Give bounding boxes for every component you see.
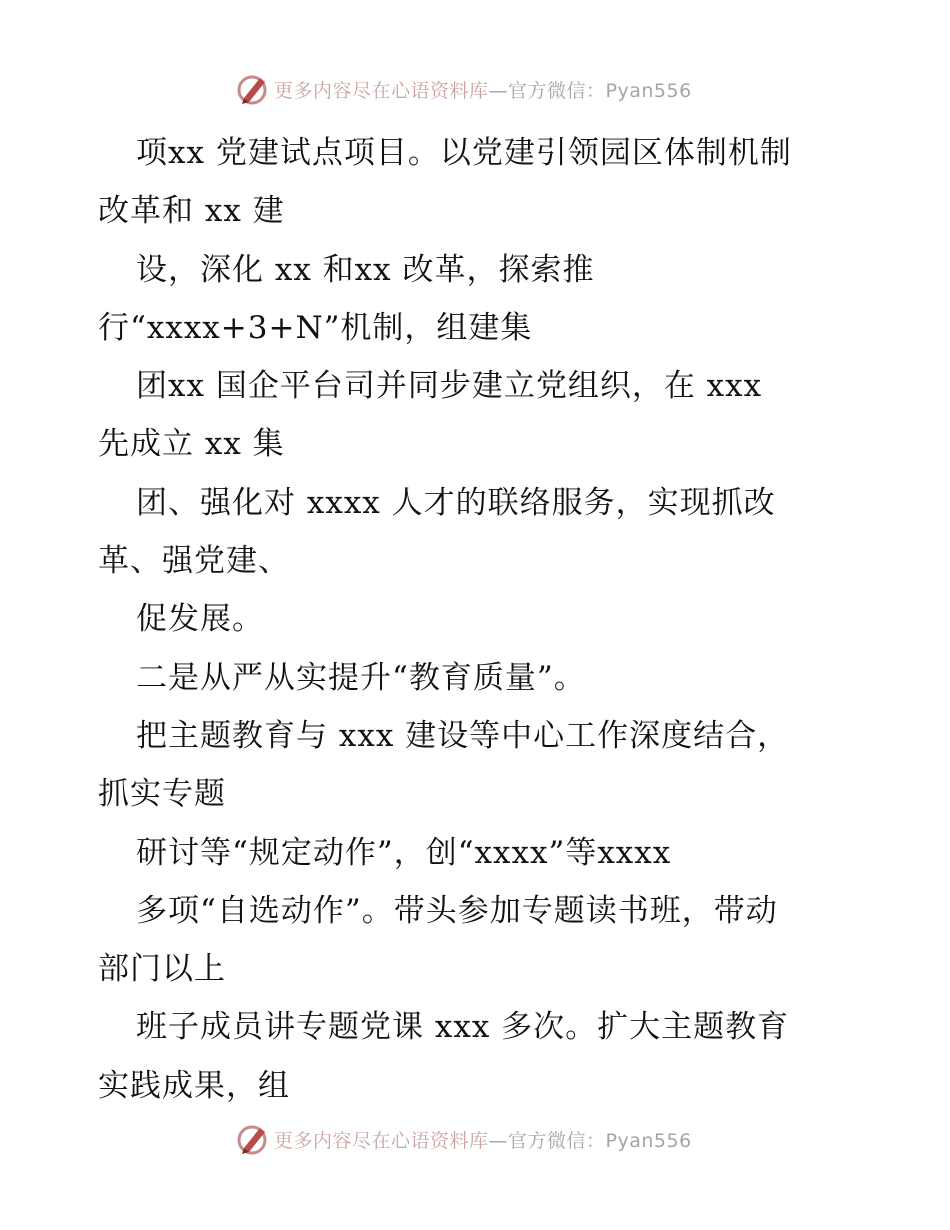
- pen-logo-icon: [236, 72, 270, 106]
- header-separator: —: [488, 79, 509, 102]
- body-line: 项xx 党建试点项目。以党建引领园区体制机制: [136, 135, 792, 171]
- body-line: 先成立 xx 集: [98, 426, 285, 463]
- section-heading: 二是从严从实提升“教育质量”。: [136, 659, 586, 696]
- footer-watermark-text: [274, 1126, 692, 1153]
- body-line: 团xx 国企平台司并同步建立党组织，在 xxx: [136, 368, 763, 405]
- header-wechat: 官方微信：Pyan556: [508, 79, 692, 102]
- body-line: 促发展。: [136, 601, 264, 638]
- header-watermark: [0, 70, 950, 110]
- body-line: 多项“自选动作”。带头参加专题读书班，带动: [136, 892, 778, 929]
- body-line: 实践成果，组: [98, 1067, 290, 1104]
- body-line: 班子成员讲专题党课 xxx 多次。扩大主题教育: [136, 1009, 790, 1046]
- body-line: 研讨等“规定动作”，创“xxxx”等xxxx: [136, 834, 672, 871]
- footer-wechat: 官方微信：Pyan556: [508, 1129, 692, 1152]
- document-body: [98, 124, 858, 1115]
- footer-brand: 更多内容尽在心语资料库: [274, 1129, 489, 1152]
- header-brand: 更多内容尽在心语资料库: [274, 79, 489, 102]
- header-watermark-text: [274, 76, 692, 103]
- body-line: 把主题教育与 xxx 建设等中心工作深度结合，: [136, 717, 790, 754]
- body-line: 行“xxxx+3+N”机制，组建集: [98, 309, 533, 346]
- pen-logo-icon: [236, 1122, 270, 1156]
- body-line: 抓实专题: [98, 776, 226, 813]
- footer-separator: —: [488, 1129, 509, 1152]
- body-line: 革、强党建、: [98, 543, 290, 580]
- footer-watermark: [0, 1120, 950, 1160]
- body-line: 部门以上: [98, 951, 226, 988]
- body-line: 团、强化对 xxxx 人才的联络服务，实现抓改: [136, 484, 776, 521]
- body-line: 改革和 xx 建: [98, 193, 285, 230]
- body-line: 设，深化 xx 和xx 改革，探索推: [136, 251, 595, 288]
